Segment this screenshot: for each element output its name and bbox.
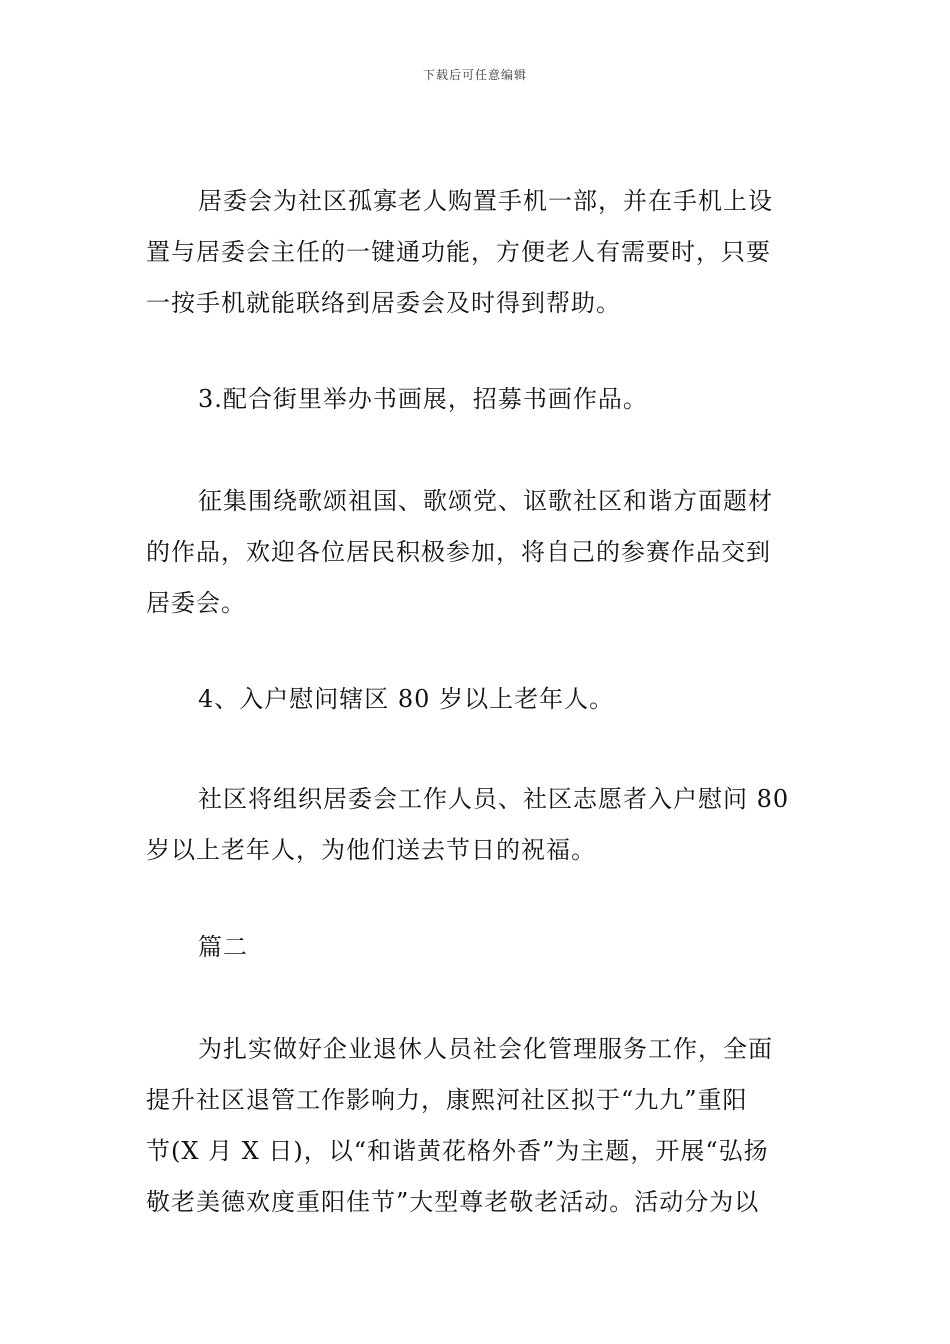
paragraph-line: 为扎实做好企业退休人员社会化管理服务工作，全面 <box>198 1035 773 1063</box>
paragraph-4 <box>146 674 806 725</box>
paragraph-line: 居委会为社区孤寡老人购置手机一部，并在手机上设 <box>198 187 773 215</box>
paragraph-line: 置与居委会主任的一键通功能，方便老人有需要时，只要 <box>146 238 771 266</box>
paragraph-3 <box>146 476 806 629</box>
section-heading <box>146 922 806 973</box>
paragraph-5 <box>146 774 806 876</box>
paragraph-line: 征集围绕歌颂祖国、歌颂党、讴歌社区和谐方面题材 <box>198 487 773 515</box>
paragraph-7 <box>146 1024 806 1228</box>
paragraph-line: 3.配合街里举办书画展，招募书画作品。 <box>198 385 648 413</box>
paragraph-line: 社区将组织居委会工作人员、社区志愿者入户慰问 80 <box>198 785 790 813</box>
paragraph-line: 节(X 月 X 日)，以“和谐黄花格外香”为主题，开展“弘扬 <box>146 1137 769 1165</box>
paragraph-line: 居委会。 <box>146 589 246 617</box>
paragraph-line: 提升社区退管工作影响力，康熙河社区拟于“九九”重阳 <box>146 1086 748 1114</box>
paragraph-line: 的作品，欢迎各位居民积极参加，将自己的参赛作品交到 <box>146 538 771 566</box>
header-note: 下载后可任意编辑 <box>422 68 527 82</box>
paragraph-line: 一按手机就能联络到居委会及时得到帮助。 <box>146 289 621 317</box>
paragraph-2 <box>146 374 806 425</box>
paragraph-1 <box>146 176 806 329</box>
paragraph-line: 敬老美德欢度重阳佳节”大型尊老敬老活动。活动分为以 <box>146 1188 760 1216</box>
paragraph-line: 岁以上老年人，为他们送去节日的祝福。 <box>146 836 596 864</box>
section-heading-text: 篇二 <box>198 933 248 961</box>
paragraph-line: 4、入户慰问辖区 80 岁以上老年人。 <box>198 685 615 713</box>
